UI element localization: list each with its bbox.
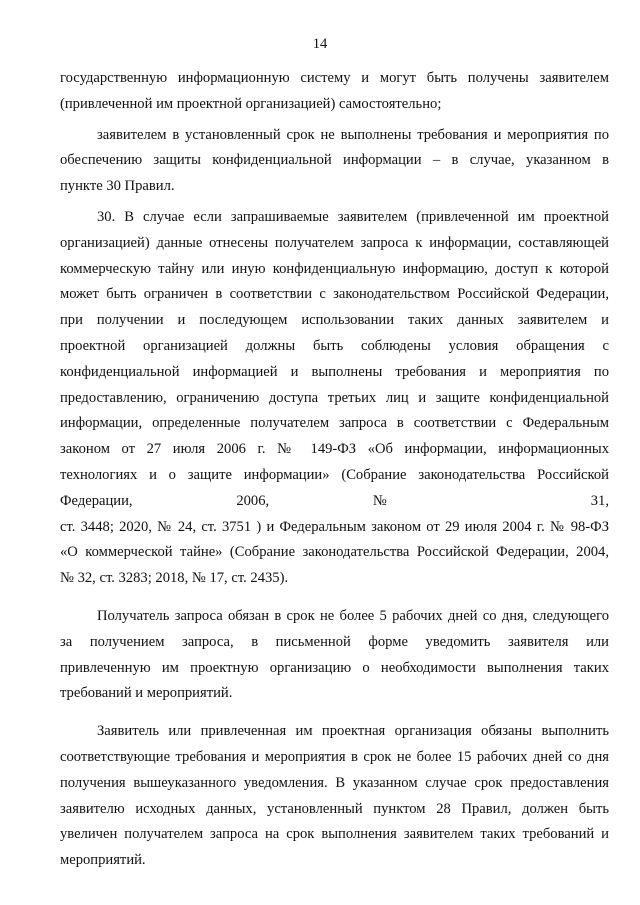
text-line: обеспечению защиты конфиденциальной информации – в случае, указанном в <box>60 152 609 169</box>
text-line: пункте 30 Правил. <box>60 178 175 195</box>
text-line: за получением запроса, в письменной форме уведомить заявителя или <box>60 633 609 650</box>
text-line: организацией) данные отнесены получателем запроса к информации, составляющей <box>60 234 609 251</box>
text-line: привлеченную им проектную организацию о необходимости выполнения таких <box>60 659 609 676</box>
paragraph <box>60 719 609 874</box>
text-line: увеличен получателем запроса на срок выполнения заявителем таких требований и <box>60 826 609 843</box>
text-line: соответствующие требования и мероприятия в срок не более 15 рабочих дней со дня <box>60 748 609 765</box>
text-line: (привлеченной им проектной организацией) самостоятельно; <box>60 95 442 112</box>
text-line: коммерческую тайну или иную конфиденциальную информацию, доступ к которой <box>60 260 609 277</box>
text-line: заявителем в установленный срок не выполнены требования и мероприятия по <box>97 126 609 143</box>
text-line: требований и мероприятий. <box>60 685 233 702</box>
text-line: ст. 3448; 2020, № 24, ст. 3751 ) и Федеральным законом от 29 июля 2004 г. № 98-ФЗ <box>60 518 609 535</box>
text-line: при получении и последующем использовании таких данных заявителем и <box>60 312 609 329</box>
text-line: Заявитель или привлеченная им проектная организация обязаны выполнить <box>97 723 609 740</box>
text-line: Федерации, 2006, № 31, <box>60 492 609 509</box>
text-line: Получатель запроса обязан в срок не более 5 рабочих дней со дня, следующего <box>97 607 609 624</box>
page-number: 14 <box>312 36 328 52</box>
text-line: конфиденциальной информацией и выполнены требования и мероприятия по <box>60 363 609 380</box>
document-body <box>60 66 609 874</box>
text-line: № 32, ст. 3283; 2018, № 17, ст. 2435). <box>60 570 289 587</box>
text-line: проектной организацией должны быть соблюдены условия обращения с <box>60 337 609 354</box>
text-line: 30. В случае если запрашиваемые заявителем (привлеченной им проектной <box>97 208 609 225</box>
text-line: предоставлению, ограничению доступа третьих лиц и защите конфиденциальной <box>60 389 609 406</box>
text-line: законом от 27 июля 2006 г. № 149-ФЗ «Об информации, информационных <box>60 441 609 458</box>
paragraph <box>60 123 609 200</box>
text-line: технологиях и о защите информации» (Собрание законодательства Российской <box>60 466 609 483</box>
paragraph-item-30 <box>60 205 609 592</box>
text-line: мероприятий. <box>60 852 146 869</box>
text-line: получения вышеуказанного уведомления. В указанном случае срок предоставления <box>60 774 609 791</box>
text-line: заявителю исходных данных, установленный пунктом 28 Правил, должен быть <box>60 800 609 817</box>
paragraph <box>60 604 609 707</box>
text-line: государственную информационную систему и могут быть получены заявителем <box>60 70 609 86</box>
text-line: может быть ограничен в соответствии с законодательством Российской Федерации, <box>60 286 609 303</box>
text-line: информации, определенные получателем запроса в соответствии с Федеральным <box>60 415 609 432</box>
text-line: «О коммерческой тайне» (Собрание законодательства Российской Федерации, 2004, <box>60 544 609 561</box>
paragraph <box>60 66 609 118</box>
